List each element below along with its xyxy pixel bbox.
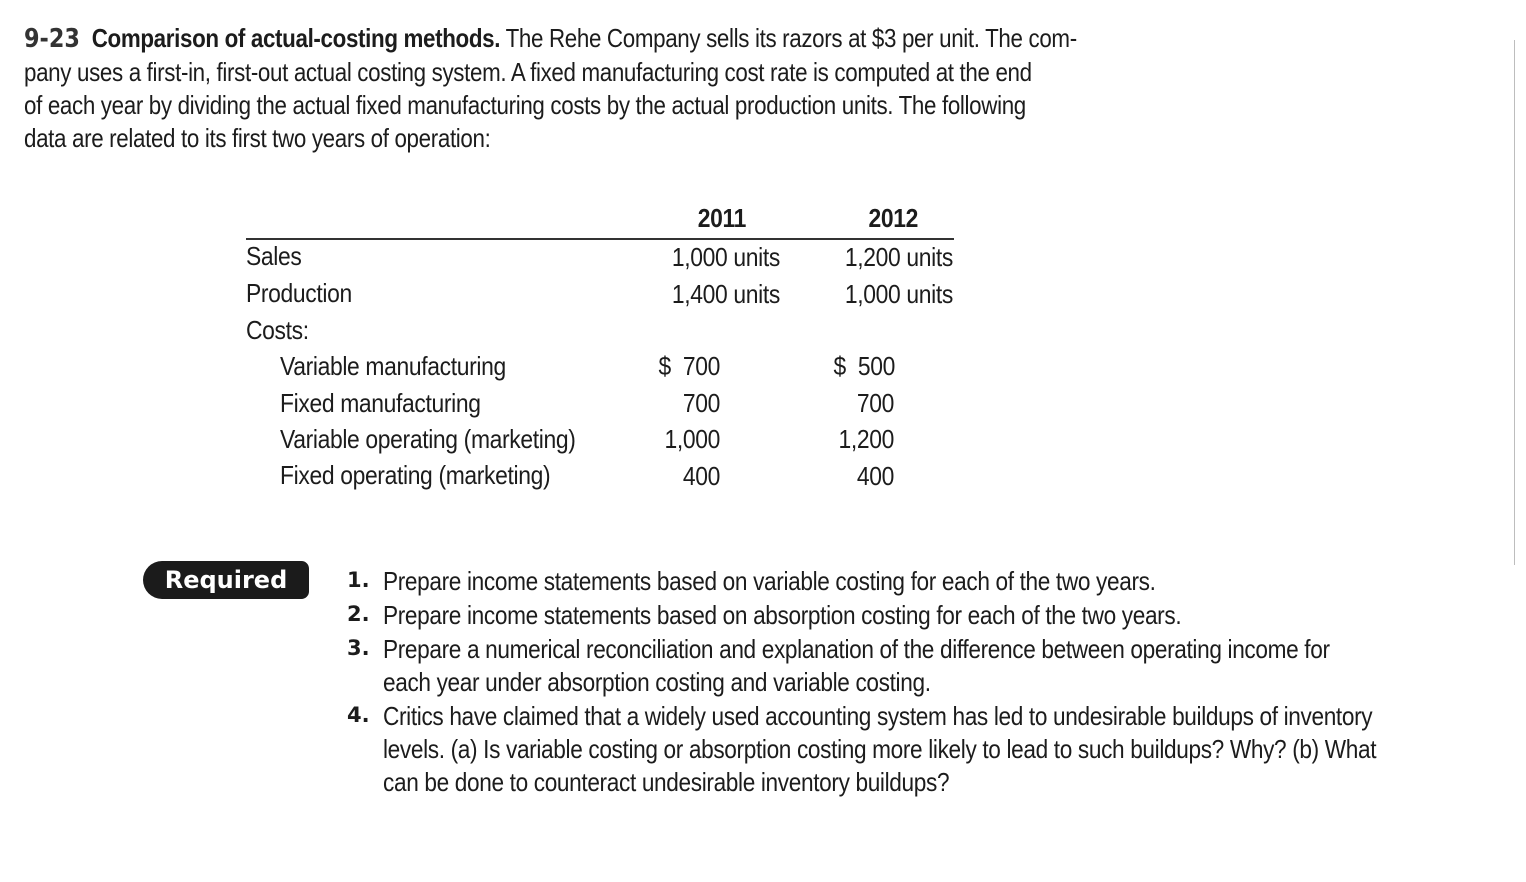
problem-line-2: pany uses a first-in, first-out actual costing system. A fixed manufacturing cost rate is computed at the end [24, 57, 1032, 87]
problem-line-1 [24, 22, 1185, 56]
row-label-sales: Sales [246, 241, 302, 271]
page-edge-line [1514, 40, 1515, 565]
problem-line-1-text: The Rehe Company sells its razors at $3 per unit. The com- [500, 23, 1077, 53]
sales-2012: 1,200 units [844, 242, 953, 272]
requirement-number-3: 3. [347, 636, 370, 660]
problem-line-4: data are related to its first two years of operation: [24, 123, 491, 153]
requirement-number-1: 1. [347, 568, 370, 592]
requirement-3-line-1: Prepare a numerical reconciliation and explanation of the difference between operating income for [383, 634, 1330, 664]
requirement-number-2: 2. [347, 602, 370, 626]
requirement-number-4: 4. [347, 703, 370, 727]
fixed-manufacturing-2012: 700 [856, 388, 894, 418]
row-label-costs: Costs: [246, 315, 309, 345]
header-rule [246, 238, 954, 240]
variable-manufacturing-2012: $ 500 [833, 351, 895, 381]
problem-title: Comparison of actual-costing methods. [91, 23, 501, 53]
row-label-variable-operating: Variable operating (marketing) [280, 424, 576, 454]
column-header-2012: 2012 [868, 203, 918, 233]
requirement-4-line-2: levels. (a) Is variable costing or absorption costing more likely to lead to such buildups? Why? (b) What [383, 734, 1377, 764]
variable-operating-2011: 1,000 [664, 424, 720, 454]
row-label-variable-manufacturing: Variable manufacturing [280, 351, 506, 381]
problem-number: 9-23 [24, 24, 80, 54]
row-label-fixed-operating: Fixed operating (marketing) [280, 460, 551, 490]
production-2012: 1,000 units [844, 279, 953, 309]
row-label-production: Production [246, 278, 352, 308]
production-2011: 1,400 units [671, 279, 780, 309]
variable-manufacturing-2011: $ 700 [658, 351, 720, 381]
requirement-4-line-1: Critics have claimed that a widely used accounting system has led to undesirable buildups of inventory [383, 701, 1373, 731]
fixed-operating-2012: 400 [856, 461, 894, 491]
fixed-operating-2011: 400 [682, 461, 720, 491]
requirement-3-line-2: each year under absorption costing and variable costing. [383, 667, 931, 697]
requirement-2-line-1: Prepare income statements based on absorption costing for each of the two years. [383, 600, 1182, 630]
problem-statement [24, 22, 1185, 155]
required-badge: Required [143, 561, 309, 599]
fixed-manufacturing-2011: 700 [682, 388, 720, 418]
row-label-fixed-manufacturing: Fixed manufacturing [280, 388, 481, 418]
requirement-1-line-1: Prepare income statements based on variable costing for each of the two years. [383, 566, 1156, 596]
variable-operating-2012: 1,200 [838, 424, 894, 454]
column-header-2011: 2011 [697, 203, 746, 233]
sales-2011: 1,000 units [671, 242, 780, 272]
problem-line-3: of each year by dividing the actual fixed manufacturing costs by the actual production units. The following [24, 90, 1026, 120]
requirement-4-line-3: can be done to counteract undesirable inventory buildups? [383, 767, 950, 797]
